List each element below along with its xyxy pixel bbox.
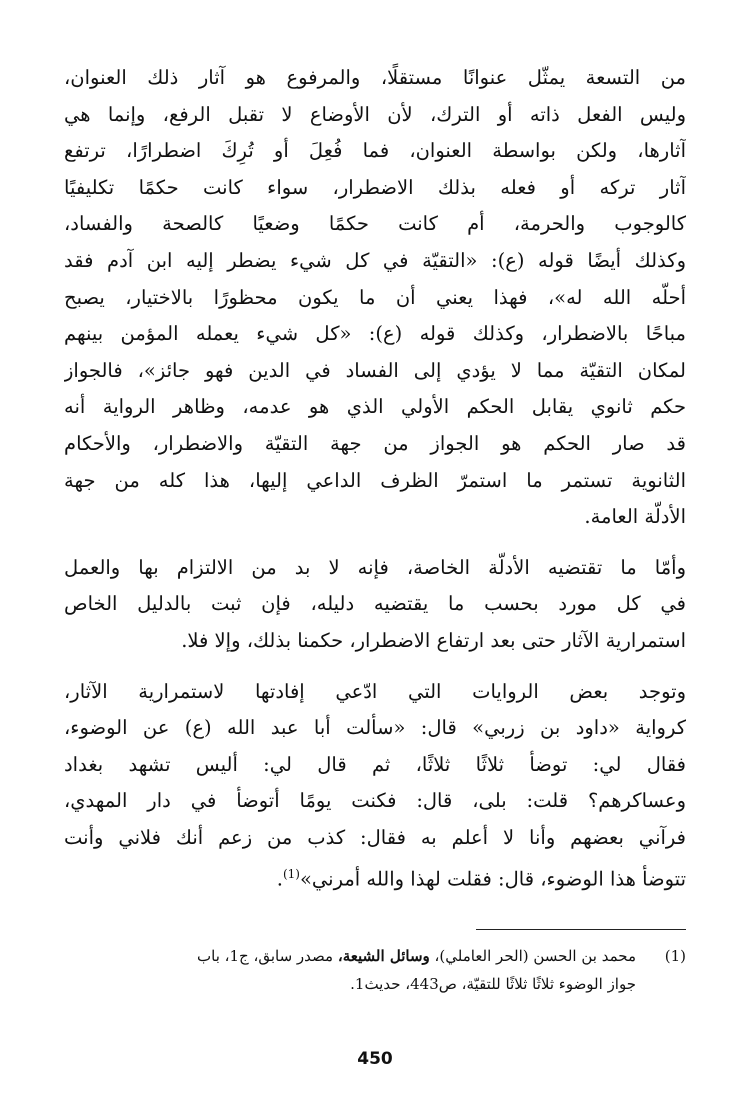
- text-fragment: تتوضأ هذا الوضوء، قال: فقلت لهذا والله أمرني»: [299, 867, 686, 891]
- text-line: وأمّا ما تقتضيه الأدلّة الخاصة، فإنه لا بد من الالتزام بها والعمل: [64, 555, 686, 579]
- text-line: كرواية «داود بن زربي» قال: «سألت أبا عبد الله (ع) عن الوضوء،: [64, 716, 686, 740]
- paragraph-2: [64, 550, 686, 660]
- text-line: أحلّه الله له»، فهذا يعني أن ما يكون محظورًا بالاختيار، يصبح: [64, 285, 686, 309]
- paragraph-3: [64, 674, 686, 899]
- text-line: وليس الفعل ذاته أو الترك، لأن الأوضاع لا تقبل الرفع، وإنما هي: [64, 102, 686, 126]
- footnote-line-2: جواز الوضوء ثلاثًا ثلاثًا للتقيّة، ص443، حديث1.: [350, 975, 636, 993]
- footnote-divider: [476, 929, 686, 930]
- footnote-book-title: وسائل الشيعة،: [337, 947, 430, 965]
- text-line: الأدلّة العامة.: [584, 505, 686, 529]
- footnote-number: (1): [664, 947, 686, 965]
- footnote-reference[interactable]: (1): [282, 867, 300, 882]
- text-line: كالوجوب والحرمة، أم كانت حكمًا وضعيًا كالصحة والفساد،: [64, 212, 686, 236]
- text-line: استمرارية الآثار حتى بعد ارتفاع الاضطرار، حكمنا بذلك، وإلا فلا.: [181, 628, 686, 652]
- paragraph-1: [64, 60, 686, 536]
- text-line: مباحًا بالاضطرار، وكذلك قوله (ع): «كل شيء يعمله المؤمن بينهم: [64, 322, 686, 346]
- text-line: قد صار الحكم هو الجواز من جهة التقيّة والاضطرار، والأحكام: [64, 431, 686, 455]
- footnote-author: محمد بن الحسن (الحر العاملي)،: [434, 947, 636, 965]
- text-line: من التسعة يمثّل عنوانًا مستقلًا، والمرفوع هو آثار ذلك العنوان،: [64, 66, 686, 89]
- text-line: حكم ثانوي يقابل الحكم الأولي الذي هو عدمه، وظاهر الرواية أنه: [64, 395, 686, 419]
- text-line: وكذلك أيضًا قوله (ع): «التقيّة في كل شيء يضطر إليه ابن آدم فقد: [64, 248, 686, 272]
- text-line: الثانوية تستمر ما استمرّ الظرف الداعي إليها، هذا كله من جهة: [64, 468, 686, 492]
- text-line: فقال لي: توضأ ثلاثًا ثلاثًا، ثم قال لي: أليس تشهد بغداد: [64, 752, 686, 776]
- page-number: 450: [357, 1049, 393, 1069]
- text-line: آثارها، ولكن بواسطة العنوان، فما فُعِلَ أو تُرِكَ اضطرارًا، ترتفع: [64, 139, 686, 163]
- text-fragment: .: [276, 867, 283, 891]
- main-text: [64, 60, 686, 899]
- text-line: آثار تركه أو فعله بذلك الاضطرار، سواء كانت حكمًا تكليفيًا: [64, 175, 686, 199]
- text-line: فرآني بعضهم وأنا لا أعلم به فقال: كذب من زعم أنك فلاني وأنت: [64, 825, 686, 849]
- text-line: في كل مورد بحسب ما يقتضيه دليله، فإن ثبت بالدليل الخاص: [64, 592, 686, 616]
- text-line: لمكان التقيّة مما لا يؤدي إلى الفساد في الدين فهو جائز»، فالجواز: [64, 358, 686, 382]
- text-line: وتوجد بعض الروايات التي ادّعي إفادتها لاستمرارية الآثار،: [64, 679, 686, 703]
- text-line-with-footnote: [64, 856, 686, 898]
- text-line: وعساكرهم؟ قلت: بلى، قال: فكنت يومًا أتوضأ في دار المهدي،: [64, 789, 686, 813]
- footnote-line-1: [64, 942, 686, 970]
- footnote: [64, 942, 686, 998]
- footnote-source: مصدر سابق، ج1، باب: [197, 947, 334, 965]
